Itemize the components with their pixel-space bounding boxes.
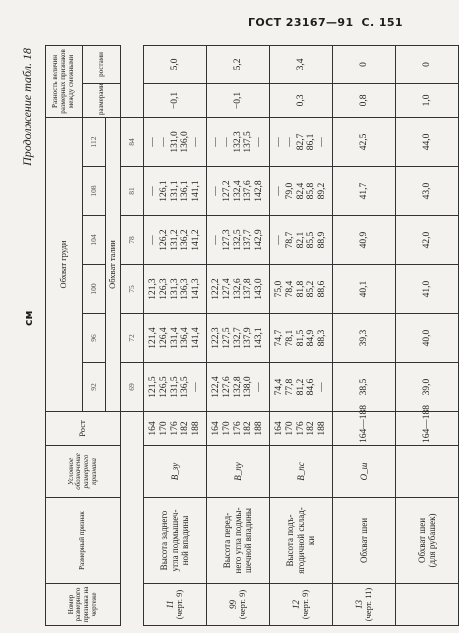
feature-name [144, 498, 207, 584]
row-number [333, 584, 396, 626]
value-c100-value: 143,0 [254, 278, 265, 300]
diff-sizes-value: 0,3 [270, 83, 333, 117]
value-c92-value: 136,5 [180, 376, 191, 398]
value-c92 [144, 363, 207, 412]
growth-values-value: 188 [254, 421, 265, 436]
growth-values-value: 170 [221, 421, 232, 436]
chest-108: 108 [83, 167, 106, 216]
value-c104-value: 137,7 [243, 229, 254, 251]
value-c104 [207, 216, 270, 265]
diff-sizes-value: 1,0 [396, 83, 459, 117]
diff-growths-value: 5,0 [144, 45, 207, 83]
feature-name [396, 498, 459, 584]
value-c112 [396, 117, 459, 166]
value-c104-value: 85,5 [306, 231, 317, 249]
value-c108-value: 131,1 [169, 180, 180, 202]
value-c92-value: 39,0 [421, 378, 432, 396]
value-c108 [207, 167, 270, 216]
row-number-value: 99 [227, 600, 238, 609]
feature-name-value: угла подмышеч- [169, 509, 180, 572]
value-c100-value: 131,3 [169, 278, 180, 300]
value-c92-value: 122,4 [210, 376, 221, 398]
col-header-waist-group: Обхват талии [106, 117, 121, 411]
value-c92-value: 38,5 [358, 378, 369, 396]
value-c112-value: 82,7 [295, 133, 306, 151]
value-c96-value: 40,0 [421, 329, 432, 347]
table-row [396, 45, 459, 625]
value-c96-value: 131,4 [169, 327, 180, 349]
row-number-ref: (черт. 9) [237, 589, 248, 620]
value-c108-value: 141,1 [191, 180, 202, 202]
value-c112-value: — [221, 137, 232, 147]
feature-name-value: шечной впадины [243, 508, 254, 573]
value-c104-value: 78,7 [284, 231, 295, 249]
value-c96-value: 122,3 [210, 327, 221, 349]
value-c108-value: 136,1 [180, 180, 191, 202]
value-c100-value: 85,2 [306, 280, 317, 298]
row-number [270, 584, 333, 626]
growth-values [144, 412, 207, 446]
growth-values [333, 405, 396, 446]
growth-values-value: 164 [147, 421, 158, 436]
table-row [333, 45, 396, 625]
waist-84: 84 [121, 117, 144, 166]
rotated-table-area [20, 46, 437, 626]
value-c96 [270, 314, 333, 363]
page-header [248, 16, 403, 29]
feature-name [207, 498, 270, 584]
feature-symbol [396, 446, 459, 498]
value-c96-value: 74,7 [273, 329, 284, 347]
value-c112 [207, 117, 270, 166]
growth-values-value: 170 [158, 421, 169, 436]
feature-name-value: Высота перед- [222, 512, 233, 569]
value-c96-value: 88,3 [317, 329, 328, 347]
value-c100-value: 40,1 [358, 280, 369, 298]
diff-sizes-value: −0,1 [144, 83, 207, 117]
value-c92-value: 131,5 [169, 376, 180, 398]
table-row [270, 45, 333, 625]
feature-name-value: Обхват шеи [358, 517, 369, 564]
row-number-value: 11 [164, 600, 175, 609]
value-c100-value: 121,3 [147, 278, 158, 300]
value-c104-value: 142,9 [254, 229, 265, 251]
value-c112-value: 42,5 [358, 133, 369, 151]
feature-name [270, 498, 333, 584]
value-c108-value: 79,0 [284, 182, 295, 200]
row-number [207, 584, 270, 626]
growth-values [270, 412, 333, 446]
feature-name-value: Высота заднего [159, 510, 170, 571]
value-c96-value: 132,7 [232, 327, 243, 349]
value-c108-value: 127,2 [221, 180, 232, 202]
value-c112-value: — [210, 137, 221, 147]
value-c108-value: — [147, 186, 158, 196]
value-c108-value: 41,7 [358, 182, 369, 200]
value-c104-value: — [147, 235, 158, 245]
feature-name-value: Обхват шеи [416, 517, 427, 564]
value-c108 [333, 167, 396, 216]
value-c100-value: 78,4 [284, 280, 295, 298]
value-c112-value: — [284, 137, 295, 147]
value-c100-value: 81,8 [295, 280, 306, 298]
feature-symbol: В_пс [270, 446, 333, 498]
value-c92-value: 121,5 [147, 376, 158, 398]
chest-112: 112 [83, 117, 106, 166]
waist-81: 81 [121, 167, 144, 216]
value-c100-value: 141,3 [191, 278, 202, 300]
value-c108-value: 142,8 [254, 180, 265, 202]
value-c100 [270, 265, 333, 314]
value-c112-value: 131,0 [169, 131, 180, 153]
growth-values-value: 170 [284, 421, 295, 436]
value-c92-value: — [254, 382, 265, 392]
value-c112-value: — [191, 137, 202, 147]
feature-name-value: него угла подмы- [232, 507, 243, 574]
table-caption: Продолжение табл. 18 [20, 48, 34, 166]
value-c108-value: 137,6 [243, 180, 254, 202]
value-c92 [270, 363, 333, 412]
value-c92-value: 138,0 [243, 376, 254, 398]
value-c112-value: — [273, 137, 284, 147]
value-c112-value: 132,3 [232, 131, 243, 153]
row-number-ref: (черт. 9) [300, 589, 311, 620]
value-c100 [207, 265, 270, 314]
value-c96-value: 141,4 [191, 327, 202, 349]
col-header-chest-group: Обхват груди [46, 117, 83, 411]
value-c112-value: — [158, 137, 169, 147]
value-c104-value: — [210, 235, 221, 245]
value-c100-value: 122,2 [210, 278, 221, 300]
value-c96-value: 137,9 [243, 327, 254, 349]
value-c96 [207, 314, 270, 363]
value-c104-value: 136,2 [180, 229, 191, 251]
diff-growths-value: 5,2 [207, 45, 270, 83]
value-c104 [333, 216, 396, 265]
value-c92 [207, 363, 270, 412]
row-number-value: 13 [353, 600, 364, 609]
value-c104-value: 82,1 [295, 231, 306, 249]
value-c92-value: 74,4 [273, 378, 284, 396]
chest-100: 100 [83, 265, 106, 314]
growth-values-value: 182 [306, 421, 317, 436]
value-c108 [144, 167, 207, 216]
growth-values-value: 182 [180, 421, 191, 436]
growth-values-value: 164 [273, 421, 284, 436]
value-c96-value: 127,5 [221, 327, 232, 349]
feature-name-value: Высота подъ- [285, 514, 296, 567]
value-c112-value: 136,0 [180, 131, 191, 153]
value-c92-value: — [191, 382, 202, 392]
growth-values-value: 176 [295, 421, 306, 436]
table-body [144, 45, 459, 625]
value-c96 [333, 314, 396, 363]
value-c100-value: 137,8 [243, 278, 254, 300]
value-c104 [144, 216, 207, 265]
col-header-symbol: Условное обозначение размерного признака [46, 446, 121, 498]
col-header-feature: Размерный признак [46, 498, 121, 584]
feature-symbol: О_ш [333, 446, 396, 498]
feature-name-value: (для рубашек) [427, 513, 437, 568]
value-c92-value: — [317, 382, 328, 392]
value-c104-value: 132,5 [232, 229, 243, 251]
value-c104-value: 131,2 [169, 229, 180, 251]
diff-growths-value: 0 [396, 45, 459, 83]
row-number [144, 584, 207, 626]
value-c104-value: 42,0 [421, 231, 432, 249]
unit-label: см [22, 310, 35, 326]
value-c96-value: 39,3 [358, 329, 369, 347]
value-c112 [144, 117, 207, 166]
value-c108-value: — [273, 186, 284, 196]
value-c108-value: 43,0 [421, 182, 432, 200]
value-c104-value: — [273, 235, 284, 245]
value-c108-value: 132,4 [232, 180, 243, 202]
waist-75: 75 [121, 265, 144, 314]
value-c100-value: 88,6 [317, 280, 328, 298]
row-number-ref: (черт. 9) [174, 589, 185, 620]
growth-values [396, 405, 459, 446]
feature-symbol: В_пу [207, 446, 270, 498]
feature-symbol: В_зу [144, 446, 207, 498]
page-number: С. 151 [361, 16, 403, 29]
value-c92-value: 126,5 [158, 376, 169, 398]
value-c96 [396, 314, 459, 363]
feature-name-value: ной впадины [180, 515, 191, 566]
chest-92: 92 [83, 363, 106, 412]
chest-104: 104 [83, 216, 106, 265]
waist-69: 69 [121, 363, 144, 412]
value-c96 [144, 314, 207, 363]
col-header-diff-sizes: размерами [83, 83, 121, 117]
col-header-diff-growths: ростами [83, 45, 121, 83]
value-c104-value: 88,9 [317, 231, 328, 249]
waist-78: 78 [121, 216, 144, 265]
value-c108-value: 89,2 [317, 182, 328, 200]
col-header-diff: Разность величин размерных признаков между смежными [46, 45, 83, 117]
row-number-ref: (черт. 11) [363, 587, 374, 622]
diff-growths-value: 0 [333, 45, 396, 83]
value-c96-value: 126,4 [158, 327, 169, 349]
row-number-value: 12 [290, 600, 301, 609]
value-c100-value: 75,0 [273, 280, 284, 298]
value-c104-value: 127,3 [221, 229, 232, 251]
table-row [207, 45, 270, 625]
value-c112-value: 44,0 [421, 133, 432, 151]
value-c112-value: — [254, 137, 265, 147]
value-c108-value: 126,1 [158, 180, 169, 202]
value-c96-value: 84,9 [306, 329, 317, 347]
value-c112-value: 86,1 [306, 133, 317, 151]
feature-name [333, 498, 396, 584]
growth-values-value: 176 [232, 421, 243, 436]
value-c100 [144, 265, 207, 314]
growth-values-value: 182 [243, 421, 254, 436]
table-row [144, 45, 207, 625]
value-c104-value: 141,2 [191, 229, 202, 251]
measurements-table [45, 45, 459, 626]
diff-growths-value: 3,4 [270, 45, 333, 83]
value-c100 [396, 265, 459, 314]
value-c112-value: 137,5 [243, 131, 254, 153]
row-number [396, 584, 459, 626]
value-c100-value: 136,3 [180, 278, 191, 300]
value-c96-value: 81,5 [295, 329, 306, 347]
col-header-no: Номер размерного признака на чертеже [46, 584, 121, 626]
value-c100-value: 126,3 [158, 278, 169, 300]
growth-values-value: 188 [317, 421, 328, 436]
value-c100-value: 132,6 [232, 278, 243, 300]
value-c100-value: 127,4 [221, 278, 232, 300]
growth-values [207, 412, 270, 446]
value-c108-value: 82,4 [295, 182, 306, 200]
growth-values-value: 164—188 [358, 405, 369, 443]
value-c104 [396, 216, 459, 265]
value-c112 [333, 117, 396, 166]
value-c108-value: — [210, 186, 221, 196]
diff-sizes-value: 0,8 [333, 83, 396, 117]
value-c112-value: — [147, 137, 158, 147]
value-c96-value: 78,1 [284, 329, 295, 347]
value-c108 [396, 167, 459, 216]
value-c112-value: — [317, 137, 328, 147]
waist-72: 72 [121, 314, 144, 363]
feature-name-value: ки [306, 535, 317, 546]
value-c108 [270, 167, 333, 216]
value-c104-value: 40,9 [358, 231, 369, 249]
growth-values-value: 176 [169, 421, 180, 436]
feature-name-value: ягодичной склад- [295, 507, 306, 574]
growth-values-value: 164 [210, 421, 221, 436]
chest-96: 96 [83, 314, 106, 363]
value-c92-value: 84,6 [306, 378, 317, 396]
value-c104-value: 126,2 [158, 229, 169, 251]
growth-values-value: 164—188 [421, 405, 432, 443]
growth-values-value: 188 [191, 421, 202, 436]
value-c92-value: 77,8 [284, 378, 295, 396]
value-c96-value: 121,4 [147, 327, 158, 349]
standard-number: ГОСТ 23167—91 [248, 16, 354, 29]
value-c92-value: 132,8 [232, 376, 243, 398]
value-c96-value: 136,4 [180, 327, 191, 349]
diff-sizes-value: −0,1 [207, 83, 270, 117]
value-c92-value: 127,6 [221, 376, 232, 398]
value-c100 [333, 265, 396, 314]
value-c100-value: 41,0 [421, 280, 432, 298]
value-c104 [270, 216, 333, 265]
value-c92-value: 81,2 [295, 378, 306, 396]
value-c96-value: 143,1 [254, 327, 265, 349]
col-header-growth: Рост [46, 412, 121, 446]
value-c108-value: 85,8 [306, 182, 317, 200]
value-c112 [270, 117, 333, 166]
